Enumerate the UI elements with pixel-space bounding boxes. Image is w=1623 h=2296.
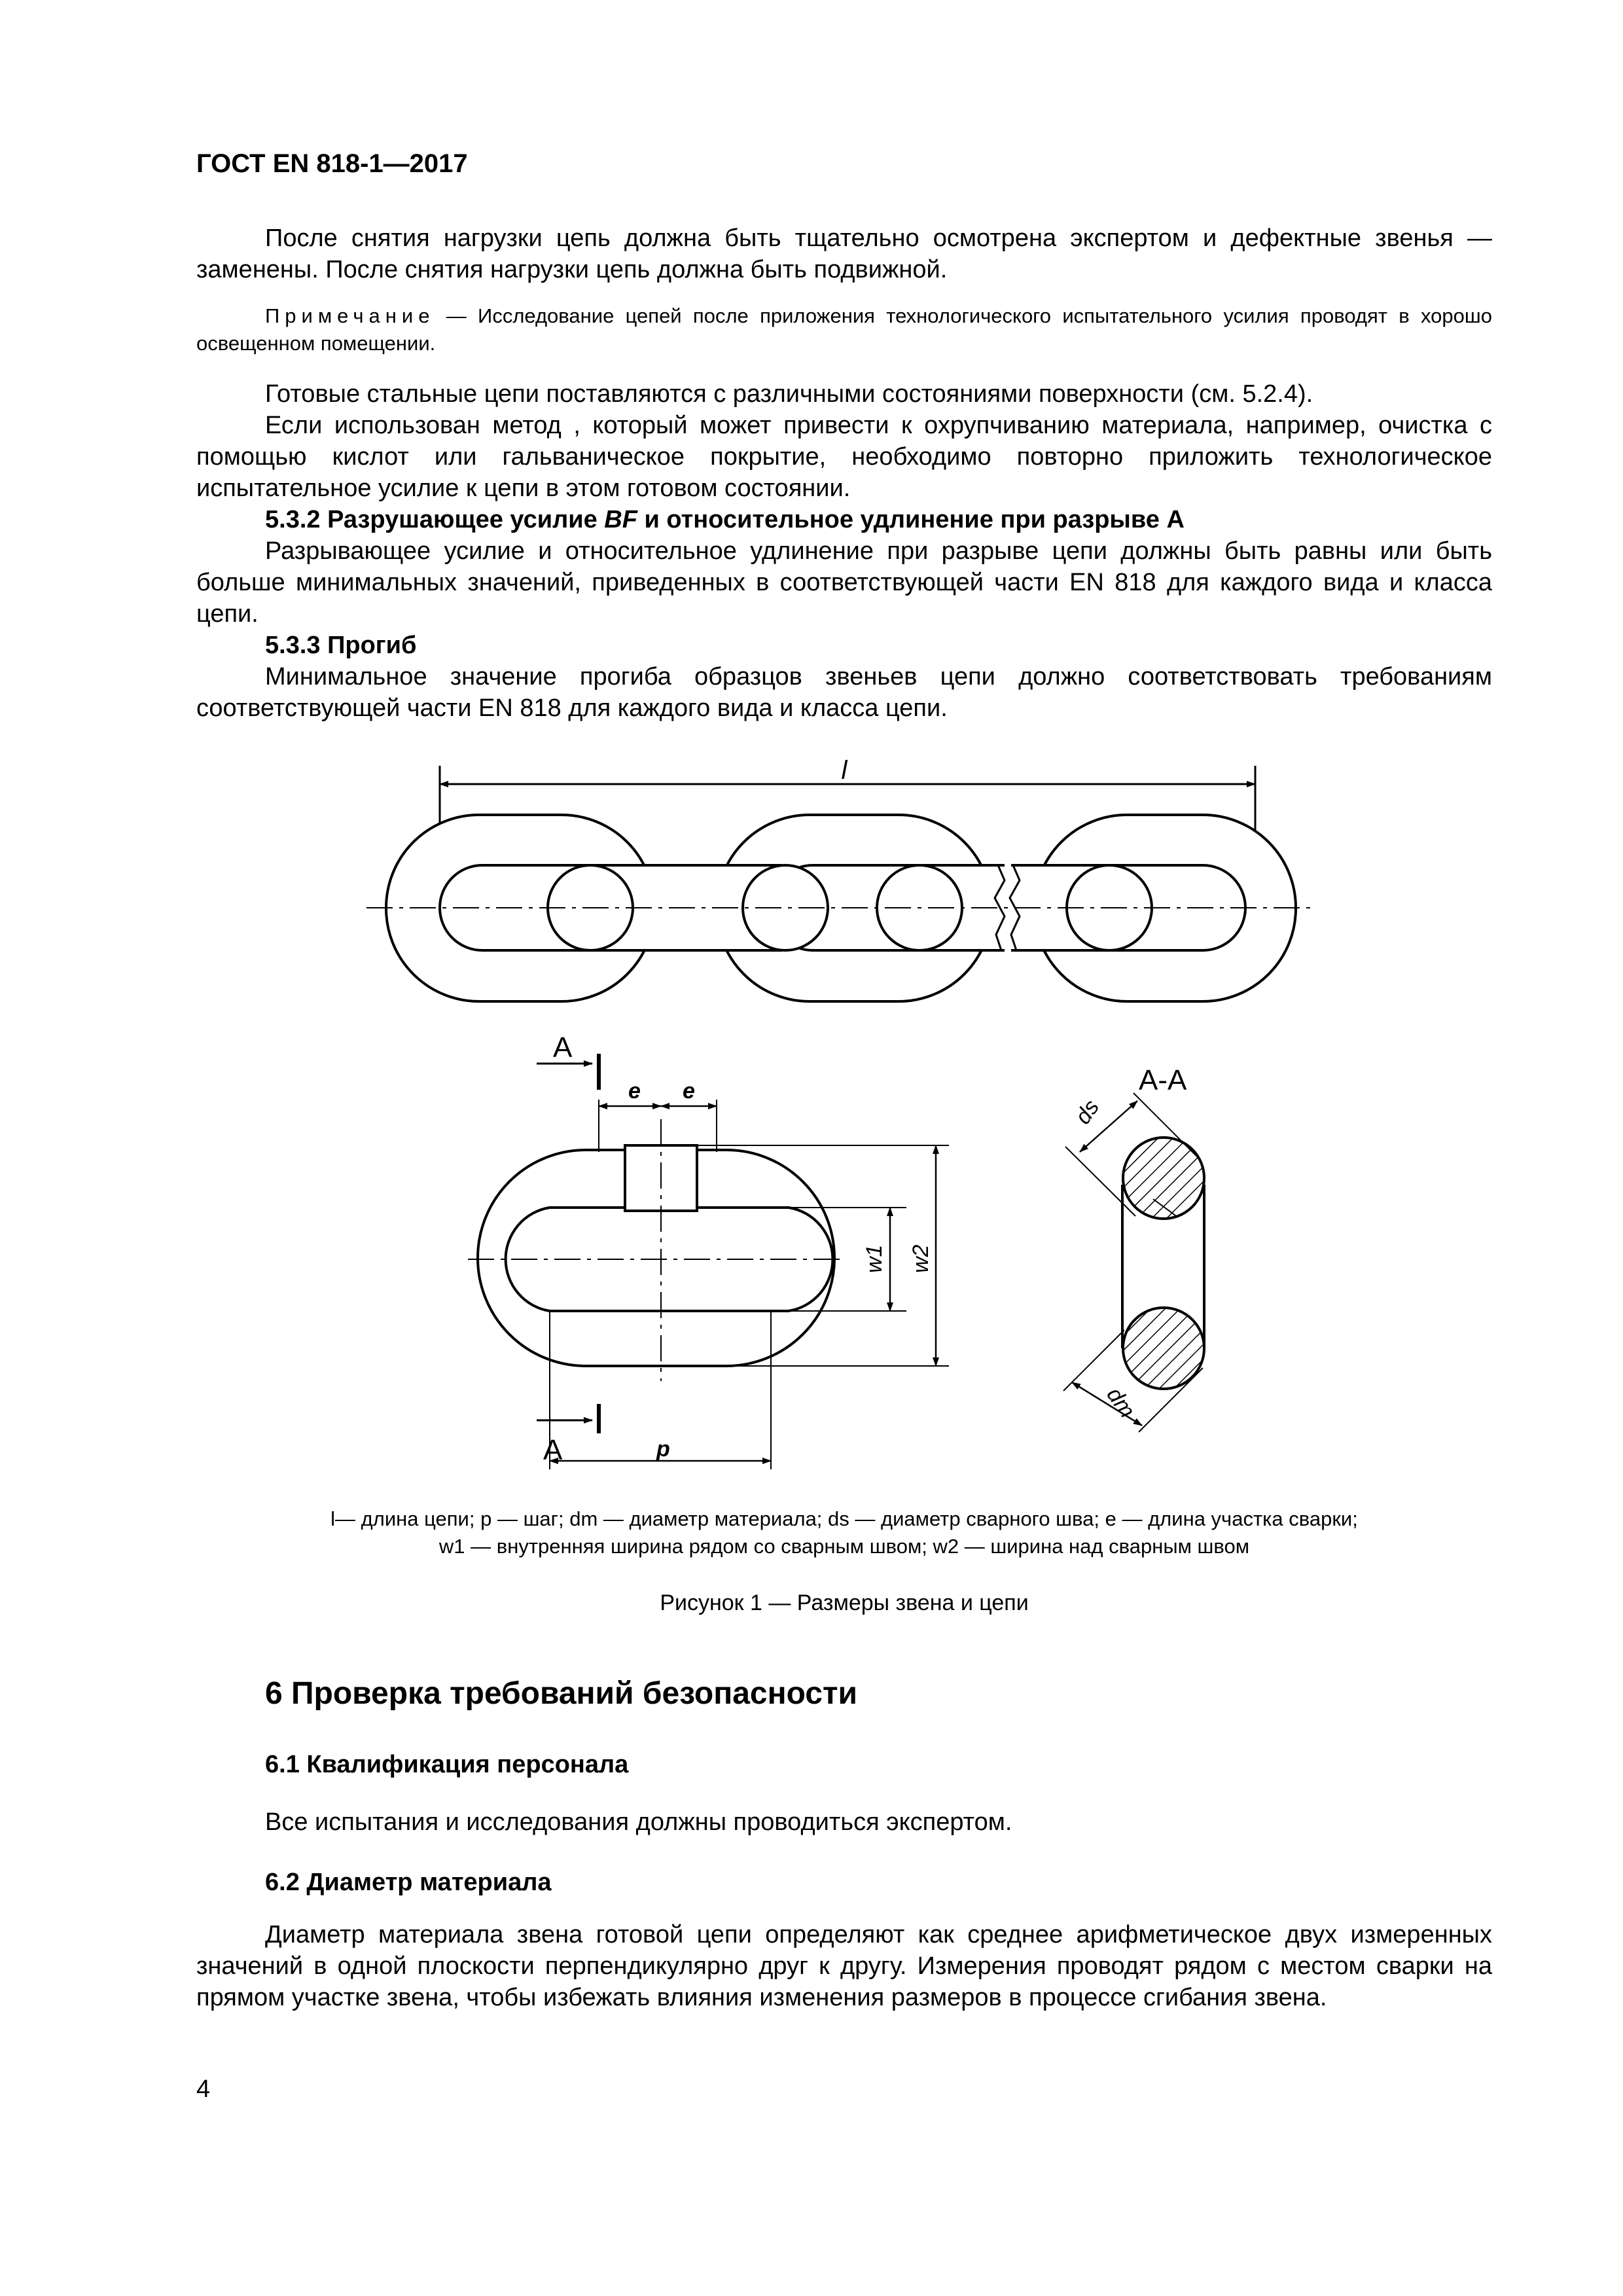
label-p: p [656,1437,670,1462]
page-number: 4 [196,2075,211,2103]
paragraph-embrittlement: Если использован метод , который может привести к охрупчиванию материала, например, очистка с помощью кислот или гальваническое покрытие, необходимо повторно приложить технологическое испытательное усилие к цепи в этом готовом состоянии. [196,412,1492,502]
paragraph-breaking-force: Разрывающее усилие и относительное удлинение при разрыве цепи должны быть равны или быть больше минимальных значений, приведенных в соответствующей части EN 818 для каждого вида и класса цепи. [196,537,1492,628]
section-a-a-view [1063,1093,1204,1432]
label-section-a-a: A-A [1139,1064,1187,1096]
figure-legend-line-1: l— длина цепи; p — шаг; dm — диаметр материала; ds — диаметр сварного шва; e — длина участка сварки; [330,1507,1358,1530]
label-dm: dm [1101,1382,1140,1423]
paragraph-deflection: Минимальное значение прогиба образцов звеньев цепи должно соответствовать требованиям соответствующей части EN 818 для каждого вида и класса цепи. [196,663,1492,722]
figure-caption: Рисунок 1 — Размеры звена и цепи [660,1590,1029,1615]
note-text: — Исследование цепей после приложения технологического испытательного усилия проводят в хорошо освещенном помещении. [196,304,1492,355]
material-cross-section [1123,1308,1204,1389]
figure-legend-line-2: w1 — внутренняя ширина рядом со сварным швом; w2 — ширина над сварным швом [438,1535,1250,1558]
section-5-3-3-heading: 5.3.3 Прогиб [265,632,417,659]
section-6-1-heading: 6.1 Квалификация персонала [265,1751,629,1778]
document-code: ГОСТ EN 818-1—2017 [196,149,468,178]
chain-view [366,766,1315,1001]
label-e-2: e [683,1079,695,1103]
heading-prefix: 5.3.2 Разрушающее усилие [265,506,605,533]
heading-bf: BF [604,506,637,533]
heading-suffix: и относительное удлинение при разрыве A [637,506,1185,533]
label-section-a-bottom: A [543,1434,563,1466]
paragraph-surface: Готовые стальные цепи поставляются с различными состояниями поверхности (см. 5.2.4). [265,380,1313,408]
paragraph-unloading: После снятия нагрузки цепь должна быть тщательно осмотрена экспертом и дефектные звенья — заменены. После снятия нагрузки цепь должна быть подвижной. [196,224,1492,283]
label-w2: w2 [908,1244,933,1273]
label-w1: w1 [862,1244,887,1273]
section-6-1-text: Все испытания и исследования должны проводиться экспертом. [265,1808,1012,1836]
label-l: l [841,756,847,785]
section-6-2-heading: 6.2 Диаметр материала [265,1869,552,1896]
section-6-2-text: Диаметр материала звена готовой цепи определяют как среднее арифметическое двух измеренных значений в одной плоскости перпендикулярно друг к другу. Измерения проводят рядом с местом сварки на прямом участке звена, чтобы избежать влияния изменения размеров в процессе сгибания звена. [196,1921,1492,2011]
note-label: Примечание [265,304,435,327]
label-e-1: e [628,1079,641,1103]
section-6-title: 6 Проверка требований безопасности [265,1676,857,1711]
label-ds: ds [1070,1095,1105,1129]
label-section-a-top: A [553,1031,573,1064]
